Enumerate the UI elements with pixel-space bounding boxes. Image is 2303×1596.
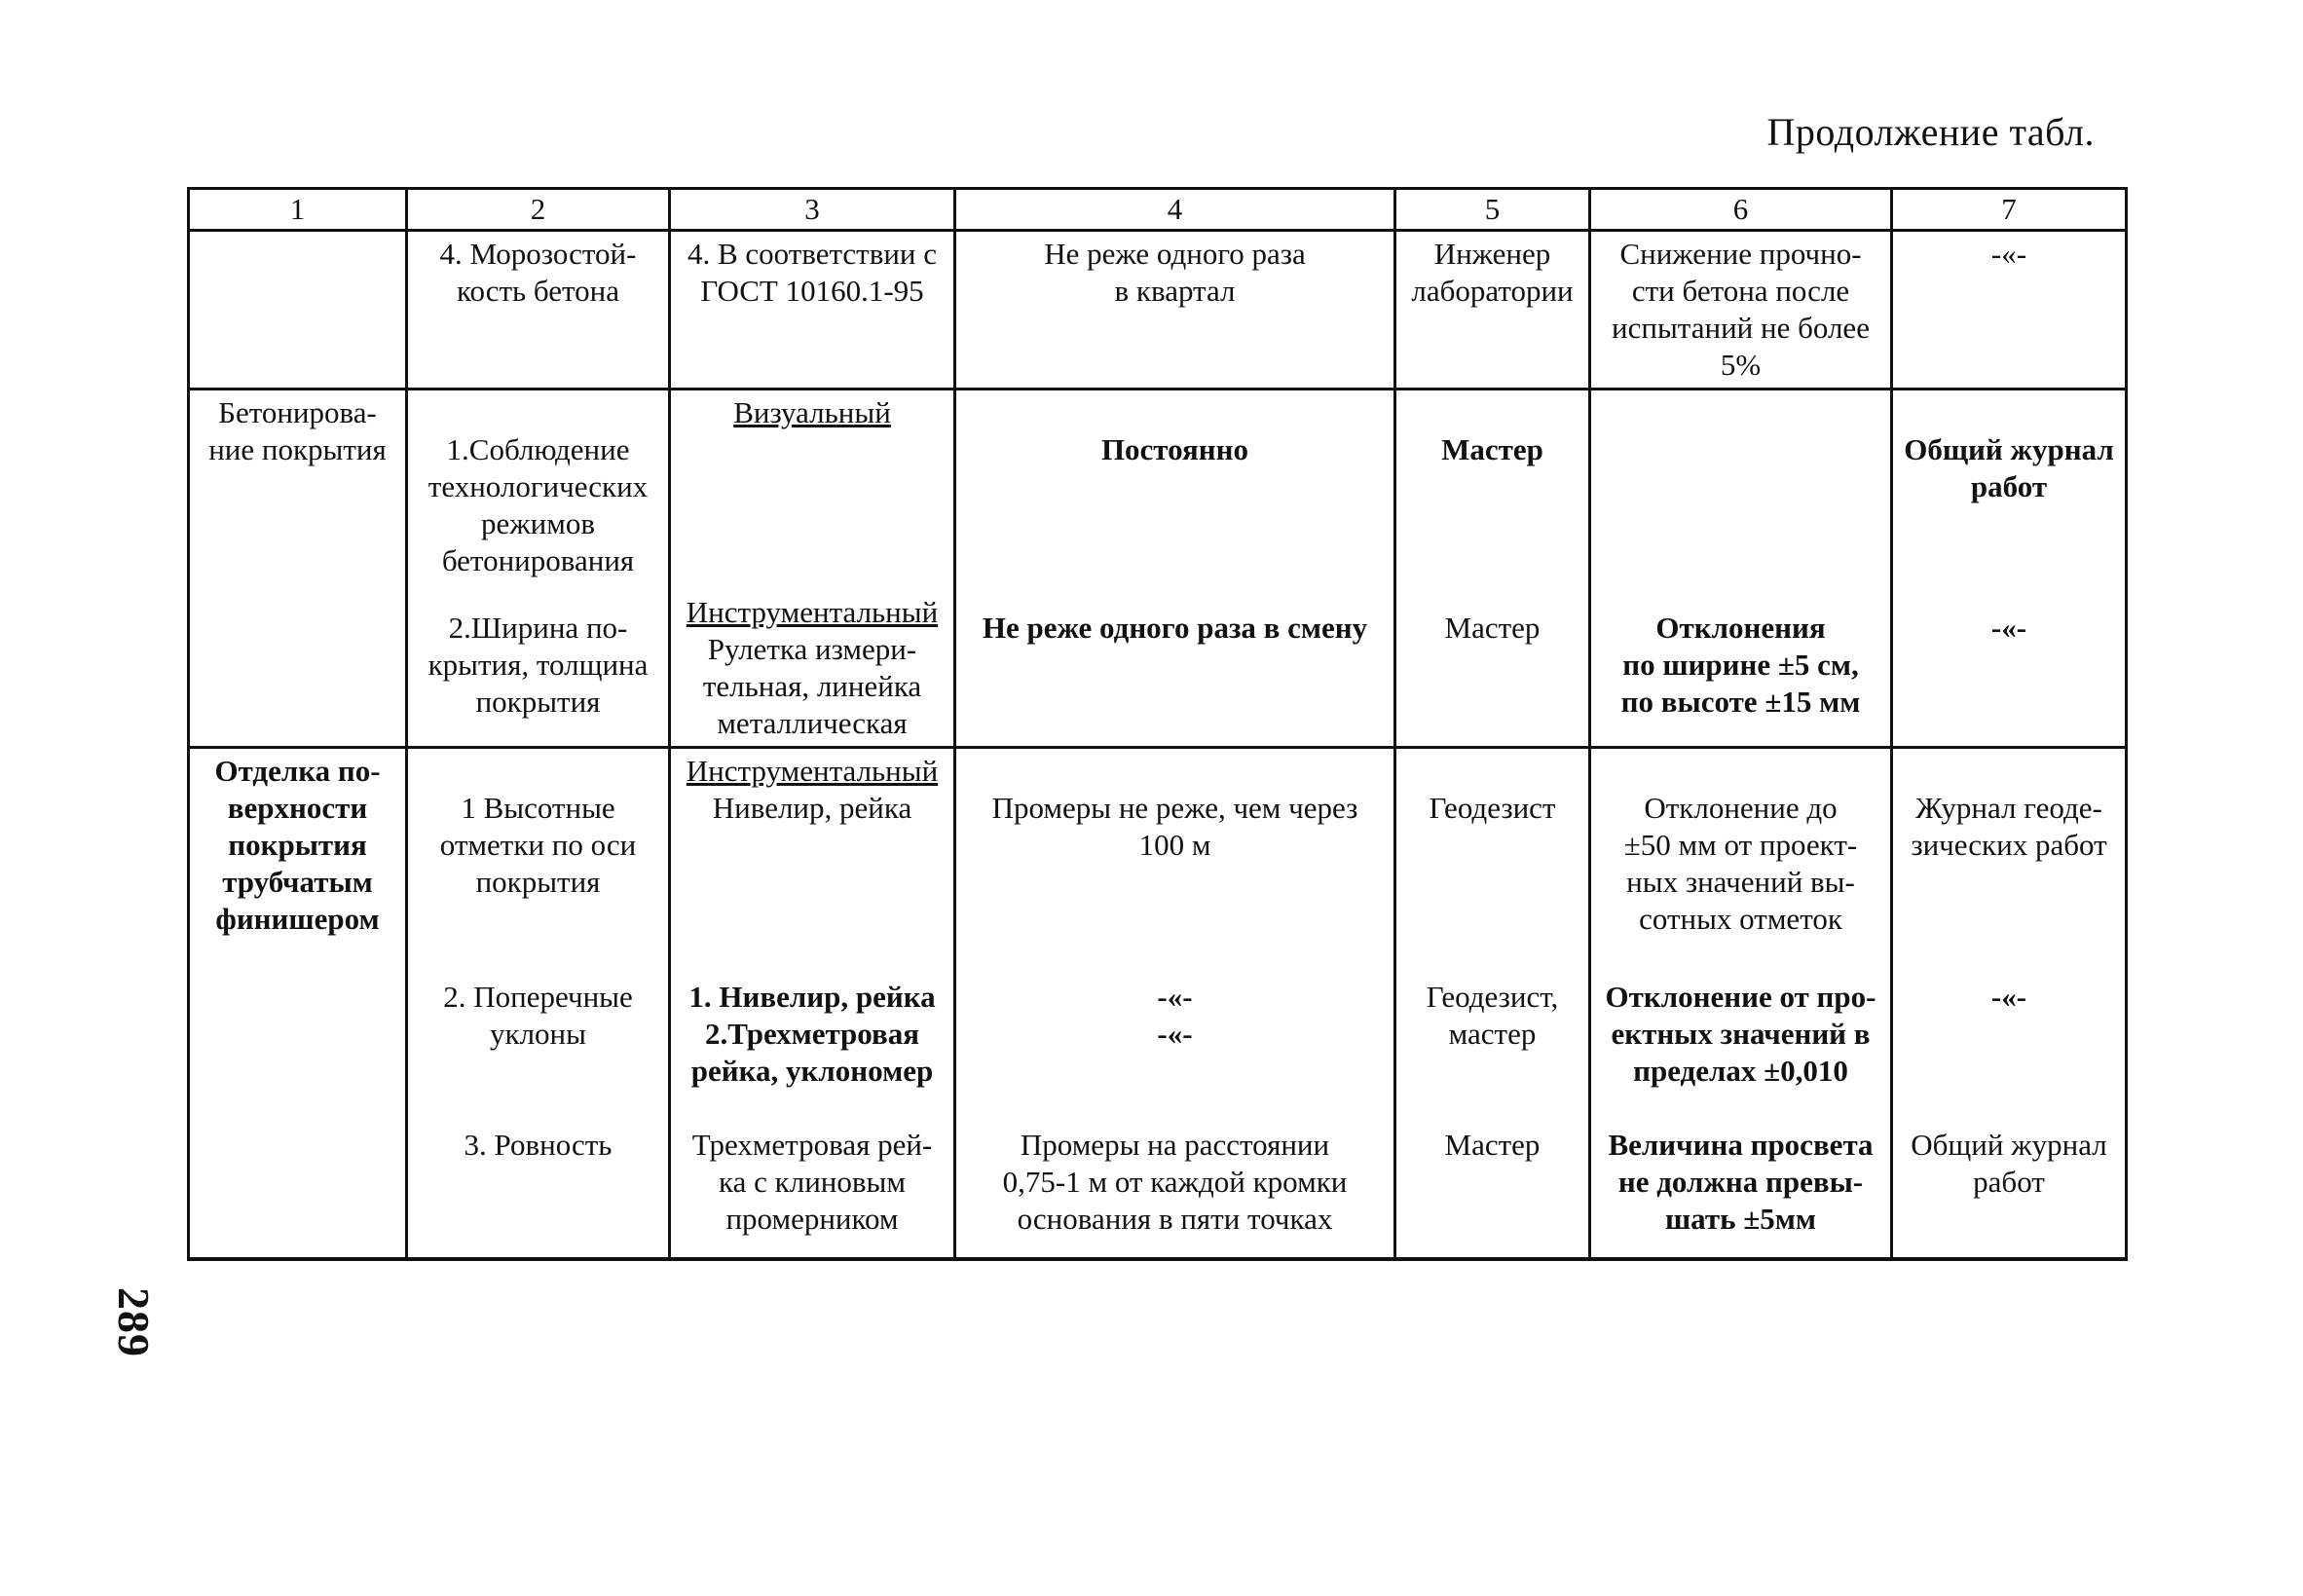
cell-text: 2.Ширина по- крытия, толщина покрытия bbox=[427, 610, 649, 719]
table-cell bbox=[955, 747, 1395, 975]
cell-text: 1.Соблюдение технологических режимов бетонирования bbox=[427, 432, 649, 577]
method-heading: Инструментальный bbox=[686, 594, 939, 629]
table-cell: Инженер лаборатории bbox=[1395, 231, 1590, 390]
cell-text: Постоянно bbox=[1100, 432, 1249, 466]
table-cell bbox=[670, 747, 955, 975]
table-cell bbox=[189, 231, 407, 390]
table-cell bbox=[955, 390, 1395, 590]
table-cell: Промеры на расстоянии 0,75-1 м от каждой кромки основания в пяти точках bbox=[955, 1123, 1395, 1259]
cell-text: Мастер bbox=[1444, 610, 1541, 645]
cell-text: Мастер bbox=[1441, 432, 1543, 466]
table-cell bbox=[670, 390, 955, 590]
column-header: 7 bbox=[1892, 189, 2127, 231]
cell-text: 1. Нивелир, рейка 2.Трехметровая рейка, уклономер bbox=[688, 980, 936, 1088]
table-cell: Отклонение от про- ектных значений в пределах ±0,010 bbox=[1590, 975, 1892, 1123]
table-cell: Отделка по- верхности покрытия трубчатым финишером bbox=[189, 747, 407, 975]
table-cell bbox=[407, 747, 670, 975]
table-cell bbox=[189, 1123, 407, 1259]
table-cell: -«- bbox=[1892, 231, 2127, 390]
table-cell: Бетонирова- ние покрытия bbox=[189, 390, 407, 590]
table-continuation-caption: Продолжение табл. bbox=[1766, 110, 2095, 154]
table-cell bbox=[955, 590, 1395, 748]
table-cell bbox=[1395, 747, 1590, 975]
cell-text: Промеры не реже, чем через 100 м bbox=[991, 790, 1358, 862]
table-cell: -«- -«- bbox=[955, 975, 1395, 1123]
cell-text: Рулетка измери- тельная, линейка металлическая bbox=[702, 631, 922, 740]
table-cell bbox=[1892, 747, 2127, 975]
column-header: 4 bbox=[955, 189, 1395, 231]
table-cell bbox=[1892, 390, 2127, 590]
table-cell: Снижение прочно- сти бетона после испытаний не более 5% bbox=[1590, 231, 1892, 390]
table-cell bbox=[1590, 390, 1892, 590]
table-header-row bbox=[189, 189, 2127, 231]
table-row bbox=[189, 390, 2127, 590]
table-cell bbox=[189, 975, 407, 1123]
table-row bbox=[189, 590, 2127, 748]
cell-text: -«- bbox=[1990, 610, 2027, 645]
table-cell bbox=[1590, 590, 1892, 748]
table-row bbox=[189, 231, 2127, 390]
table-row bbox=[189, 1123, 2127, 1259]
table-cell: 2. Поперечные уклоны bbox=[407, 975, 670, 1123]
table-cell bbox=[670, 975, 955, 1123]
table-cell bbox=[407, 390, 670, 590]
inspection-table bbox=[187, 187, 2128, 1261]
table-cell: Геодезист, мастер bbox=[1395, 975, 1590, 1123]
table-cell: -«- bbox=[1892, 975, 2127, 1123]
table-cell: 4. В соответствии с ГОСТ 10160.1-95 bbox=[670, 231, 955, 390]
table-cell bbox=[670, 590, 955, 748]
table-cell bbox=[189, 590, 407, 748]
column-header: 6 bbox=[1590, 189, 1892, 231]
cell-text: Не реже одного раза в смену bbox=[982, 610, 1368, 645]
table-row bbox=[189, 747, 2127, 975]
table-cell: Не реже одного раза в квартал bbox=[955, 231, 1395, 390]
column-header: 5 bbox=[1395, 189, 1590, 231]
cell-text: Нивелир, рейка bbox=[712, 790, 912, 825]
page-number: 289 bbox=[109, 1287, 159, 1357]
table-cell bbox=[1892, 590, 2127, 748]
table-cell bbox=[407, 590, 670, 748]
table-cell: Трехметровая рей- ка с клиновым промерником bbox=[670, 1123, 955, 1259]
table-cell: Мастер bbox=[1395, 1123, 1590, 1259]
cell-text: 1 Высотные отметки по оси покрытия bbox=[439, 790, 637, 899]
method-heading: Инструментальный bbox=[686, 753, 939, 788]
table-cell bbox=[1395, 590, 1590, 748]
table-cell: Величина просвета не должна превы- шать ±5мм bbox=[1590, 1123, 1892, 1259]
table-cell: 4. Морозостой- кость бетона bbox=[407, 231, 670, 390]
column-header: 1 bbox=[189, 189, 407, 231]
column-header: 2 bbox=[407, 189, 670, 231]
cell-text: Геодезист bbox=[1429, 790, 1556, 825]
table-cell bbox=[1590, 747, 1892, 975]
cell-text: Журнал геоде- зических работ bbox=[1911, 790, 2107, 862]
cell-text: Отклонения по ширине ±5 см, по высоте ±15 мм bbox=[1620, 610, 1861, 719]
cell-text: Общий журнал работ bbox=[1904, 432, 2114, 503]
table-cell bbox=[1395, 390, 1590, 590]
table-row bbox=[189, 975, 2127, 1123]
method-heading: Визуальный bbox=[733, 395, 891, 429]
column-header: 3 bbox=[670, 189, 955, 231]
table-cell: Общий журнал работ bbox=[1892, 1123, 2127, 1259]
table-cell: 3. Ровность bbox=[407, 1123, 670, 1259]
cell-text: Отклонение до ±50 мм от проект- ных значений вы- сотных отметок bbox=[1623, 790, 1858, 936]
